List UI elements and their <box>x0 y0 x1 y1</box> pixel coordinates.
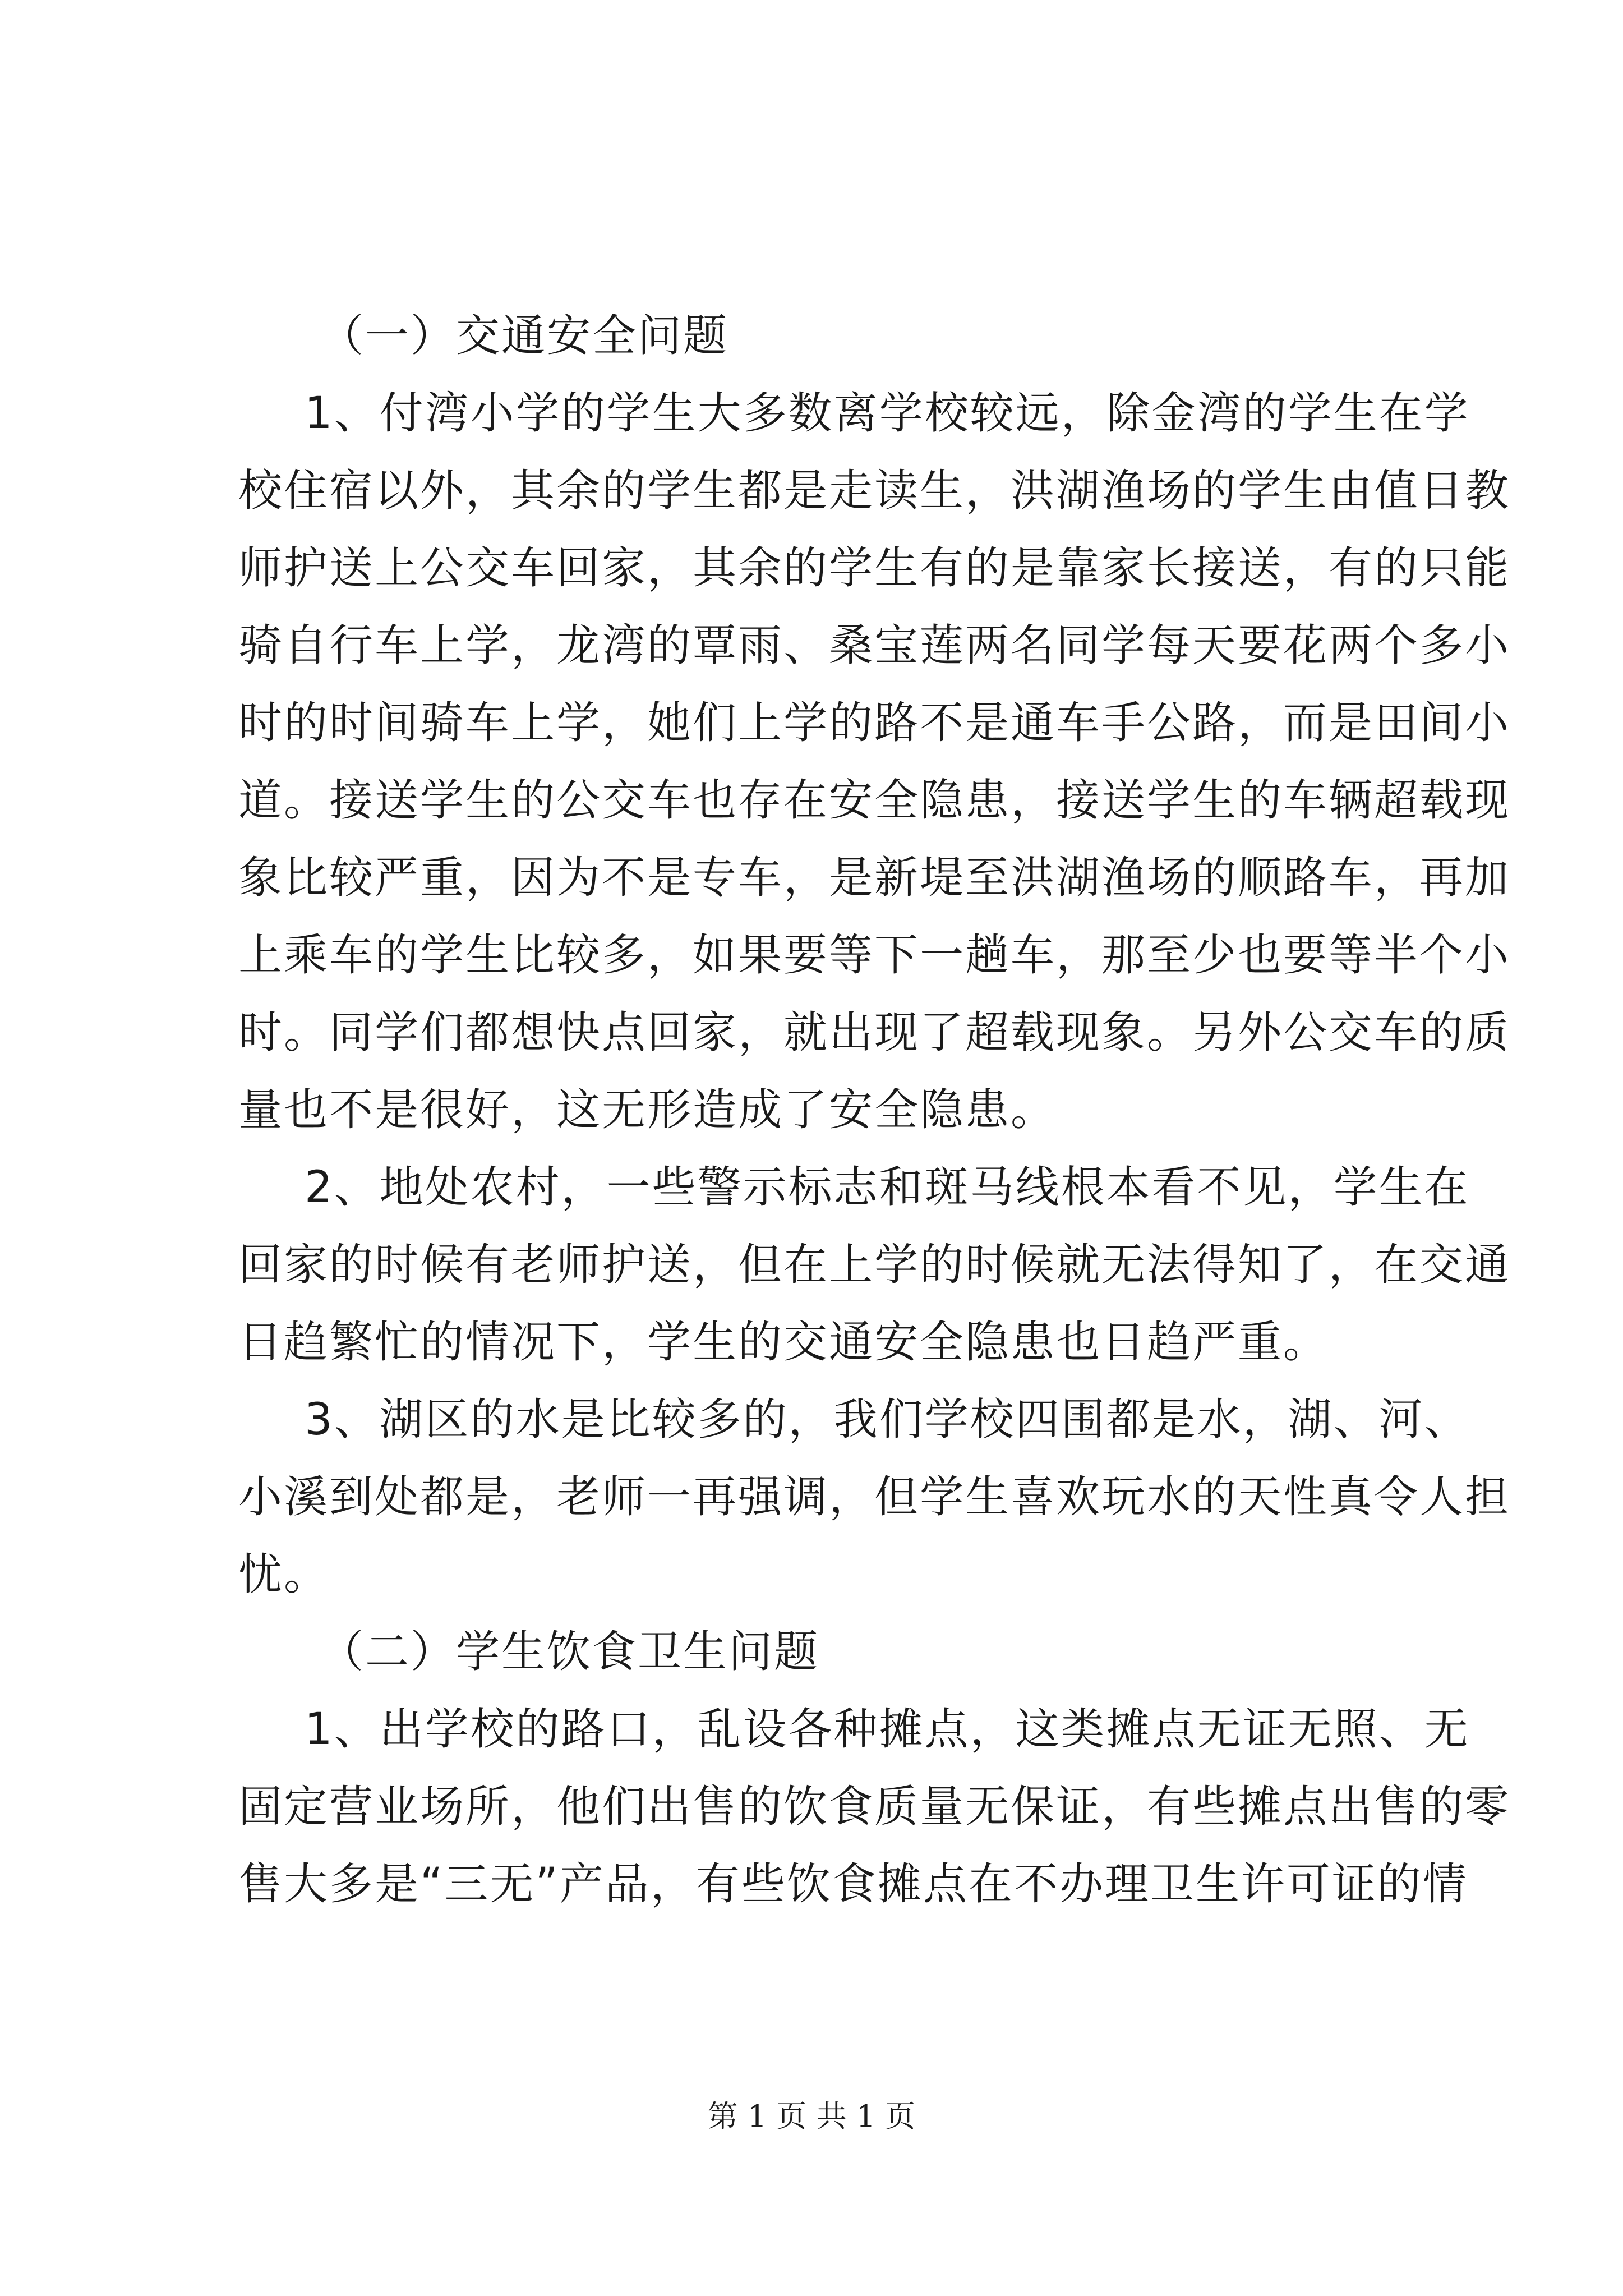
text-line: 道。接送学生的公交车也存在安全隐患，接送学生的车辆超载现 <box>238 775 1511 826</box>
text-line: 象比较严重，因为不是专车，是新堤至洪湖渔场的顺路车，再加 <box>238 853 1511 903</box>
text-line: 时。同学们都想快点回家，就出现了超载现象。另外公交车的质 <box>238 1007 1511 1058</box>
text-line: 小溪到处都是，老师一再强调，但学生喜欢玩水的天性真令人担 <box>238 1472 1511 1522</box>
text-line: 骑自行车上学，龙湾的覃雨、桑宝莲两名同学每天要花两个多小 <box>238 620 1511 671</box>
text-line: 师护送上公交车回家，其余的学生有的是靠家长接送，有的只能 <box>238 543 1511 593</box>
paragraph-food-1 <box>238 1691 1511 1923</box>
text-line: 3、湖区的水是比较多的，我们学校四围都是水，湖、河、 <box>305 1395 1470 1445</box>
text-line: 日趋繁忙的情况下，学生的交通安全隐患也日趋严重。 <box>238 1317 1329 1368</box>
paragraph-traffic-2 <box>238 1149 1511 1381</box>
text-line: 1、出学校的路口，乱设各种摊点，这类摊点无证无照、无 <box>305 1704 1470 1755</box>
text-line: 回家的时候有老师护送，但在上学的时候就无法得知了，在交通 <box>238 1240 1511 1290</box>
paragraph-traffic-3 <box>238 1381 1511 1613</box>
page-number-footer: 第 1 页 共 1 页 <box>707 2099 916 2134</box>
section-heading-food-hygiene: （二）学生饮食卫生问题 <box>320 1627 820 1677</box>
document-body <box>238 297 1511 1923</box>
section-heading-traffic: （一）交通安全问题 <box>320 311 729 361</box>
text-line: 上乘车的学生比较多，如果要等下一趟车，那至少也要等半个小 <box>238 930 1511 981</box>
text-line: 2、地处农村，一些警示标志和斑马线根本看不见，学生在 <box>305 1162 1470 1213</box>
text-line: 量也不是很好，这无形造成了安全隐患。 <box>238 1085 1057 1135</box>
paragraph-traffic-1 <box>238 375 1511 1149</box>
text-line: 校住宿以外，其余的学生都是走读生，洪湖渔场的学生由值日教 <box>238 466 1511 516</box>
text-line: 1、付湾小学的学生大多数离学校较远，除金湾的学生在学 <box>305 388 1470 439</box>
text-line: 忧。 <box>238 1549 330 1600</box>
text-line: 时的时间骑车上学，她们上学的路不是通车手公路，而是田间小 <box>238 698 1511 748</box>
text-line: 固定营业场所，他们出售的饮食质量无保证，有些摊点出售的零 <box>238 1782 1511 1832</box>
text-line: 售大多是“三无”产品，有些饮食摊点在不办理卫生许可证的情 <box>238 1859 1468 1910</box>
